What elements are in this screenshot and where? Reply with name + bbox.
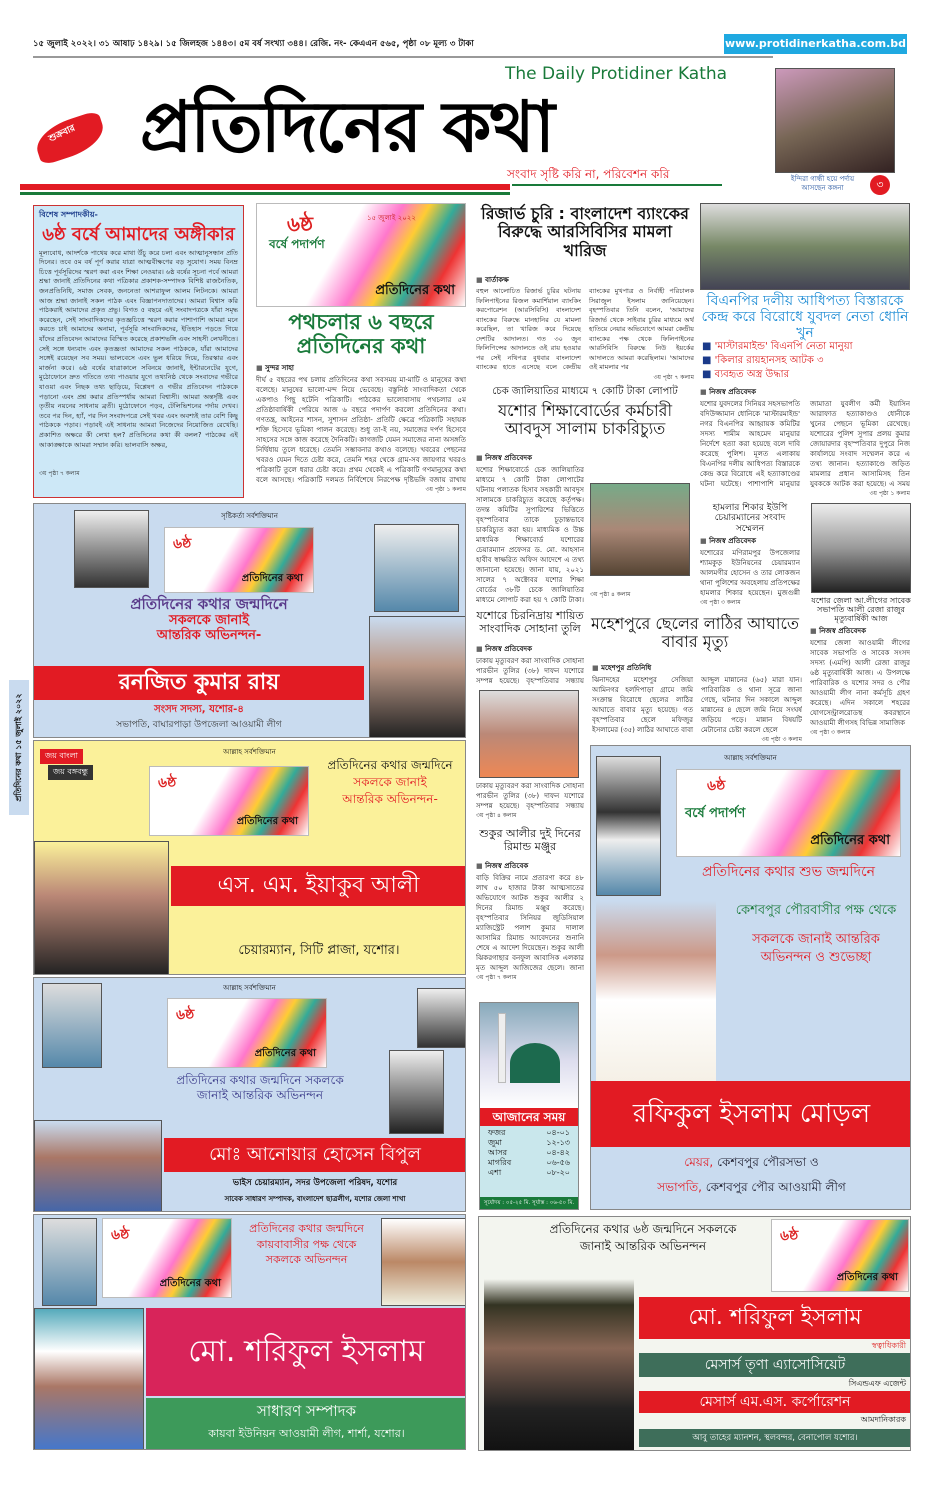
ad-line3: আন্তরিক অভিনন্দন- xyxy=(156,628,262,644)
azan-row xyxy=(488,1158,570,1168)
masthead-red-bar xyxy=(20,184,510,190)
story-board-continued[interactable]: ৩য় পৃষ্ঠা ৪ কলাম xyxy=(590,591,631,598)
anniversary-banner: ৬ষ্ঠ প্রতিদিনের কথা xyxy=(771,1219,909,1292)
story-bnp xyxy=(700,386,910,498)
ad-line1: প্রতিদিনের কথার জন্মদিনে xyxy=(249,1222,364,1235)
teaser-caption[interactable]: ইন্দিরা গান্ধী হয়ে পর্দায় আসছেন কঙ্গনা xyxy=(790,175,855,192)
leader-photo xyxy=(417,988,466,1048)
sun-times: সূর্যোদয় : ০৫-২৫ মি. সূর্যাস্ত : ০৬-৫০ মি. xyxy=(480,1197,578,1209)
ad-person-photo xyxy=(484,1279,634,1451)
headline-bullet xyxy=(702,354,912,368)
ad-line2: সকলকে জানাই xyxy=(353,774,427,789)
byline: ■ নিজস্ব প্রতিবেদক xyxy=(700,537,800,546)
ad-name: এস. এম. ইয়াকুব আলী xyxy=(171,866,466,906)
ad-biz2: মেসার্স এম.এস. কর্পোরেশন xyxy=(639,1391,911,1413)
anniversary-banner xyxy=(256,203,466,307)
story-body: বাড়ি বিক্রির নামে প্রতারণা করে ৪৮ লাখ ৫০ হাজার টাকা আত্মসাতের অভিযোগে আটক শুকুর আলীর ২ দিনের রিমান্ড মঞ্জুর করেছে। বৃহস্পতিবার সিনিয়র জুডিসিয়াল ম্যাজিস্ট্রেট পলাশ কুমার দালাল আসামির রিমান্ড আবেদনের শুনানি শেষে এ আদেশ দিয়েছেন। শুকুর আলী ঝিকরগাছার বনফুল আবাসিক এলকার মৃত আব্দুল আজিজের ছেলে। জানা xyxy=(476,874,584,972)
continued-link[interactable]: ৩য় পৃষ্ঠা ৭ কলাম xyxy=(653,374,694,381)
anniversary-banner: ৬ষ্ঠ প্রতিদিনের কথা xyxy=(164,527,314,593)
story-up-title[interactable]: হামলার শিকার ইউপি চেয়ারম্যানের সংবাদ সম্মেলন xyxy=(712,503,788,534)
azan-box xyxy=(479,1002,579,1210)
leader-photo xyxy=(389,1050,444,1134)
anniversary-number: ৬ষ্ঠ xyxy=(287,212,314,236)
headline-bullet xyxy=(702,340,912,354)
ad-role2 xyxy=(591,1181,911,1195)
ad-role2: সভাপতি, বাঘারপাড়া উপজেলা আওয়ামী লীগ xyxy=(116,720,282,730)
teaser-photo[interactable] xyxy=(775,68,895,173)
continued-link[interactable]: ৩য় পৃষ্ঠা ৩ কলাম xyxy=(700,599,741,606)
ad-line2: জানাই আন্তরিক অভিনন্দন xyxy=(196,1087,324,1102)
ad-person-photo xyxy=(369,616,466,738)
ad-name: রনজিত কুমার রায় xyxy=(34,666,364,700)
ad-line1: প্রতিদিনের কথার জন্মদিনে xyxy=(130,595,288,613)
ad-line1: প্রতিদিনের কথার জন্মদিনে সকলকে xyxy=(176,1073,344,1087)
bullet-text: 'কিলার রায়হানসহ আটক ৩ xyxy=(714,355,824,366)
ad-line2: সকলকে জানাই xyxy=(169,613,249,629)
story-board xyxy=(476,452,584,605)
story-body: যশোর জেলা আওয়ামী লীগের সাবেক সভাপতি ও সাবেক সংসদ সদস্য (এমপি) আলী রেজা রাজুর ৬ষ্ঠ মৃত্যুবার্ষিকী আজ। এ উপলক্ষে পারিবারিক ও যশোর সদর ও পৌর আওয়ামী লীগ নানা কর্মসূচি গ্রহণ করেছে। এদিন সকালে শহরের যোগসেন্ট্রালরোডস্থ কবরস্থানে আওয়ামী লীগসহ বিভিন্ন সামাজিক xyxy=(810,639,910,727)
story-up xyxy=(700,535,800,607)
header-rule xyxy=(33,56,773,58)
ad-line3: আন্তরিক অভিনন্দন- xyxy=(342,791,438,806)
story-6years xyxy=(256,362,466,494)
anniversary-date: ১৫ জুলাই ২০২২ xyxy=(367,214,416,222)
byline: ■ সুন্দর সাহা xyxy=(256,364,466,373)
editorial-title[interactable]: ৬ষ্ঠ বর্ষে আমাদের অঙ্গীকার xyxy=(42,224,235,245)
story-reserve-title[interactable]: রিজার্ভ চুরি : বাংলাদেশ ব্যাংকের বিরুদ্ধে আরসিবিসির মামলা খারিজ xyxy=(481,204,689,260)
story-sohana-title[interactable]: যশোরে চিরনিদ্রায় শায়িত সাংবাদিক সোহানা তুলি xyxy=(476,609,584,635)
azan-row xyxy=(488,1138,570,1148)
mosque-image xyxy=(480,1003,578,1108)
prayer-time: ০৬-৫৬ xyxy=(546,1158,570,1167)
story-body: ঝিনাদহের মহেশপুর সেজিয়া আমিনগর হলদিপাড়া গ্রামে জমি সংক্রান্ত বিরোধে ছেলের লাঠির আঘাতে বাবার মৃত্যু হয়েছে। গত বৃহস্পতিবার ছেলে মফিজুর ইসলামের (৩৫) লাঠির আঘাতে বাবা আব্দুল মান্নানের (৬৫) মারা যান। পারিবারিক ও থানা সূত্রে জানা গেছে, ঘটনার দিন সকালে আব্দুল মান্নানের ৪ ছেলে জমি নিয়ে সংঘর্ষ জড়িয়ে পড়ে। মান্নান বিষয়টি মেটানোর চেষ্টা করলে ছেলে xyxy=(592,676,802,734)
ad-message xyxy=(721,904,911,969)
continued-link[interactable]: ৩য় পৃষ্ঠা ১ কলাম xyxy=(869,490,910,497)
slogan-underline xyxy=(512,184,722,186)
editorial-body: মূল্যবোধ, আদর্শকে পাথেয় করে মাথা উঁচু করে চলা এবং আত্মানুসন্ধান প্রতি দিনের। তবে ৫ম বর্ষ পূর্ণ করার যাত্রা আত্মবীক্ষণের বড় সুযোগ। সময় বিনম্র চিত্তে পূর্বসূরিদের স্মরণ করা এবং শিক্ষা নেওয়ার। ৬ষ্ঠ বর্ষের সূচনা পর্বে আমরা শ্রদ্ধা জানাই প্রতিদিনের কথা পত্রিকার প্রকাশক-সম্পাদক বিশিষ্ট রাজনৈতিক, জনপ্রতিনিধি, সমাজ সেবক, জননেতা আশরাফুল আলম লিটনকে। আমরা আজ শ্রদ্ধা জানাই সকল পাঠক এবং বিজ্ঞাপনদাতাদের। আমরা বিশ্বাস করি পাঠকরাই আমাদের প্রকৃত প্রভু। বিগত ৫ বছরে এই সংবাদপত্রকে যাঁরা সমৃদ্ধ করেছেন, সেই সাংবাদিকদের কৃতজ্ঞচিত্তে স্মরণ করার পাশাপাশি আমরা মনে করতে চাই আমাদের অনামা, পূর্বসূরি সাংবাদিকদের, ইতিহাস পড়তে গিয়ে যাঁদের প্রতিবেদন আমাদের বিস্মিত করেছে প্রকাশভঙ্গি এবং সাহসী লেখনীতে। সেই সঙ্গে ধন্যবাদ এবং কৃতজ্ঞতা আমাদের সকল পাঠককে, যাঁরা আমাদের সঙ্গেই রয়েছেন সব সময়। ভালবেসে এবং ভুল ধরিয়ে দিয়ে, তিরস্কার এবং মার্জনা করে। ৬ষ্ঠ বর্ষের যাত্রাকালে সবিনয়ে জানাই, ইন্টারনেটের যুগে, মুঠোফোনে দ্রুত গতিতে তথ্য পাওয়ার যুগে তথ্যনিষ্ঠ থেকে সংবাদের গভীরে যাওয়া এবং নিছক তথ্য ছাড়িয়ে, বিশ্লেষণ ও গভীর প্রতিবেদন পাঠককে পড়ানো এবং প্রশ্ন করার প্রতিস্পর্ধায় আমরা বিশ্বাসী। আমরা অন্তর্দৃষ্টি এবং তৃতীয় নয়নের সাধনায় ব্রতী। মুঠোফোনে পড়ব, টেলিভিশনের পর্দায় দেখব। তবে পর দিন, হ্যাঁ, পর দিন সংবাদপত্রে সেই খবর এবং অবশ্যই তার বেশি কিছু পাঠককে পড়াব। পড়াবই এই সাধনায় আমরা নিজেদের নিয়োজিত রেখেছি। প্রকাশিত অক্ষরে কী লেখা হল? প্রতিদিনের কথা কী বলল? পাঠকের এই আকাঙ্ক্ষাকে আমরা সম্মান করি। ভালবাসি অক্ষর, xyxy=(39,248,238,449)
story-body: যশোরের মণিরামপুর উপজেলার শ্যামকুড় ইউনিয়নের চেয়ারম্যান আলমগীর হোসেন ও তার লোকজন থানা পুলিশের অবহেলায় প্রতিপক্ষের হামলার শিকার হয়েছেন। মুজগুন্নী xyxy=(700,549,800,597)
byline: ■ নিজস্ব প্রতিবেদক xyxy=(810,627,910,636)
continued-link[interactable]: ৩য় পৃষ্ঠা ৩ কলাম xyxy=(761,736,802,743)
continued-link[interactable]: ৩য় পৃষ্ঠা ৪ কলাম xyxy=(476,812,517,819)
bullet-text: 'মাস্টারমাইন্ড' বিএনপি নেতা মানুয়া xyxy=(714,341,853,352)
prayer-time: ০৪-৪২ xyxy=(546,1148,570,1157)
ad-role2: সাবেক সাধারণ সম্পাদক, বাংলাদেশ ছাত্রলীগ, যশোর জেলা শাখা xyxy=(224,1195,406,1203)
story-mahespur-title[interactable]: মহেশপুরে ছেলের লাঠির আঘাতে বাবার মৃত্যু xyxy=(591,614,799,652)
headline-bullet xyxy=(702,368,912,382)
azan-row xyxy=(488,1148,570,1158)
azan-times xyxy=(480,1126,578,1180)
azan-row xyxy=(488,1168,570,1178)
story-board-kicker: চেক জালিয়াতির মাধ্যমে ৭ কোটি টাকা লোপাট xyxy=(492,386,678,397)
story-bnp-title[interactable]: বিএনপির দলীয় আধিপত্য বিস্তারকে কেন্দ্র করে বিরোধে যুবদল নেতা ধোনি খুন xyxy=(701,293,909,342)
ad-name: রফিকুল ইসলাম মোড়ল xyxy=(591,1081,911,1147)
story-raju xyxy=(810,625,910,737)
story-raju-photo[interactable] xyxy=(811,503,911,593)
story-board-photo[interactable] xyxy=(590,483,690,576)
story-raju-title[interactable]: যশোর জেলা আ.লীগের সাবেক সভাপতি আলী রেজা রাজুর মৃত্যুবার্ষিকী আজ xyxy=(811,596,911,624)
masthead-green-bar xyxy=(20,192,510,195)
bullet-square-icon: ■ xyxy=(702,355,715,366)
website-link[interactable]: www.protidinerkatha.com.bd xyxy=(724,34,907,54)
prayer-name: ফজর xyxy=(488,1128,506,1137)
ad-label1: স্বত্বাধিকারী xyxy=(871,1341,906,1350)
ad-role-box xyxy=(146,1398,466,1450)
story-reserve xyxy=(476,274,694,382)
anniversary-text: বর্ষে পদার্পণ xyxy=(269,237,325,251)
story-sohana-photo[interactable] xyxy=(479,690,579,778)
ad-role2-title: সভাপতি, xyxy=(657,1180,702,1194)
continued-link[interactable]: ৩য় পৃষ্ঠা ৭ কলাম xyxy=(476,974,517,981)
ad-message xyxy=(234,1223,379,1270)
story-body-continued: ঢাকায় মৃত্যুবরণ করা সাংবাদিক সোহানা পারভীন তুলির (৩৮) দাফন যশোরে সম্পন্ন হয়েছে। বৃহস্পতিবার সন্ধ্যায় xyxy=(476,782,584,810)
bullet-text: ব্যবহৃত অস্ত্র উদ্ধার xyxy=(714,369,790,380)
dateline: ১৫ জুলাই ২০২২। ৩১ আষাঢ় ১৪২৯। ১৫ জিলহজ ১৪৪৩। ৫ম বর্ষ সংখ্যা ৩৪৪। রেজি. নং- কেএএন ৫৬৫, পৃষ্ঠা ০৮ মূল্য ৩ টাকা xyxy=(33,39,474,49)
day-label: শুক্রবার xyxy=(47,123,77,145)
ad-line4: অভিনন্দন ও শুভেচ্ছা xyxy=(760,949,872,965)
ad-person-photo xyxy=(34,1308,144,1450)
ad-message xyxy=(314,759,466,809)
ad-biz1: মেসার্স তৃণা এ্যাসোসিয়েট xyxy=(639,1353,911,1377)
editorial-continued[interactable]: ৩য় পৃষ্ঠা ৭ কলাম xyxy=(39,469,80,477)
bullet-square-icon: ■ xyxy=(702,369,715,380)
byline: ■ নিজস্ব প্রতিবেদক xyxy=(476,454,584,463)
ad-top-line: আল্লাহ সর্বশক্তিমান xyxy=(724,754,777,762)
ad-top-line: আল্লাহ সর্বশক্তিমান xyxy=(223,748,276,756)
prayer-name: মাগরিব xyxy=(488,1158,512,1167)
leader-photo xyxy=(42,983,102,1068)
ad-role1-org: কেশবপুর পৌরসভা ও xyxy=(717,1155,819,1169)
ad-yakub[interactable] xyxy=(33,740,466,975)
ad-address: আবু তাহের ম্যানশন, স্থলবন্দর, বেনাপোল যশোর। xyxy=(639,1429,911,1447)
minaret-icon xyxy=(498,1013,506,1083)
editorial-box xyxy=(33,205,244,498)
ad-person-photo xyxy=(596,901,716,1081)
ad-line2: কেশবপুর পৌরবাসীর পক্ষ থেকে xyxy=(735,903,897,918)
story-body: বহুল আলোচিত রিজার্ভ চুরির ঘটনায় ফিলিপাইনের রিজল কমার্শিয়াল ব্যাংকিং করপোরেশন (আরসিবিসি) বাংলাদেশ ব্যাংকের বিরুদ্ধে মানহানির যে মামলা করেছিল, তা খারিজ করে দিয়েছে দেশটির আদালত। গত ৩০ জুন ফিলিপিন্সের আদালতে ওই রায় হওয়ার পর সেই নথিপত্র বুধবার বাংলাদেশ ব্যাংকের হাতে এসেছে বলে কেন্দ্রীয় ব্যাংকের মুখপাত্র ও নির্বাহী পরিচালক সিরাজুল ইসলাম জানিয়েছেন। বৃহস্পতিবার তিনি বলেন, 'আমাদের রিজার্ভ থেকে সাইবার চুরির মাধ্যমে অর্থ হাতিয়ে নেয়ার অভিযোগে আমরা কেন্দ্রীয় ব্যাংকের পক্ষ থেকে ফিলিপাইনের আরসিবিসি বিরুদ্ধে নিউ ইয়র্কের আদালতে আমরা করেছিলাম। 'আমাদের ওই মামলার পর xyxy=(476,287,694,371)
ad-line1: প্রতিদিনের কথার ৬ষ্ঠ জন্মদিনে সকলকে xyxy=(549,1222,737,1236)
byline: ■ নিজস্ব প্রতিবেক xyxy=(476,862,584,871)
ad-rafiqul[interactable] xyxy=(590,745,911,1210)
story-shukur-title[interactable]: শুকুর আলীর দুই দিনের রিমান্ড মঞ্জুর xyxy=(479,827,581,853)
ad-role: চেয়ারম্যান, সিটি প্লাজা, যশোর। xyxy=(238,943,400,958)
prayer-name: আসর xyxy=(488,1148,508,1157)
ad-role1 xyxy=(591,1156,911,1170)
story-body: ঢাকায় মৃত্যুবরণ করা সাংবাদিক সোহানা পারভীন তুলির (৩৮) দাফন যশোরে সম্পন্ন হয়েছে। বৃহস্পতিবার সন্ধ্যায় xyxy=(476,657,584,685)
anniversary-banner: ৬ষ্ঠ প্রতিদিনের কথা xyxy=(102,1218,232,1298)
story-bnp-photo[interactable] xyxy=(700,203,910,290)
byline: ■ নিজস্ব প্রতিবেদক xyxy=(700,388,910,397)
ad-role1: সংসদ সদস্য, যশোর-৪ xyxy=(154,704,244,715)
byline: ■ বার্তাকক্ষ xyxy=(476,276,694,285)
prayer-time: ০৪-০১ xyxy=(546,1128,570,1137)
masthead-logo: প্রতিদিনের কথা xyxy=(140,86,553,168)
ad-line3: সকলকে অভিনন্দন xyxy=(265,1253,348,1267)
story-body: দীর্ঘ ৫ বছরের পথ চলায় প্রতিদিনের কথা সবসময় মা-মাটি ও মানুষের কথা বলেছে। মানুষের ভালো-মন্দ নিয়ে ভেবেছে। বস্তুনিষ্ঠ সাংবাদিকতা থেকে একপাও পিছু হটেনি পত্রিকাটি। পাঠকের ভালোবাসায় পথচলার ৫ম প্রতিষ্ঠাবার্ষিকী পেরিয়ে আজ ৬ বছরে পদার্পণ করলো প্রতিদিনের কথা। গণতন্ত্র, আইনের শাসন, সুশাসন প্রতিষ্ঠা- প্রতিটি ক্ষেত্রে পত্রিকাটি সহায়ক শক্তি হিসেবে ভূমিকা পালন করেছে। শুধু তা-ই নয়, সমাজের দর্পণ হিসেবে সাহসের সঙ্গে কাজ করেছে দৈনিকটি। কাগজটি যেমন সমাজের নানা অসঙ্গতি নির্দ্বিধায় তুলে ধরেছে। তেমনি সম্ভাবনার কথাও বলেছে। খবরের পেছনের খবরও যেমন দিতে চেষ্টা করে, তেমনি শহর থেকে গ্রাম-সব জায়গার খবরও পত্রিকাটি তুলে ধরার চেষ্টা করে। প্রথম থেকেই এ পত্রিকাটি গণমানুষের কথা বলে আসছে। পত্রিকাটি দলমত নির্বিশেষে নিরপেক্ষ দৃষ্টিভঙ্গি বজায় রাখায় xyxy=(256,376,466,484)
story-bnp-bullets xyxy=(702,340,912,382)
leader-photo xyxy=(74,510,149,588)
ad-line1: প্রতিদিনের কথার শুভ জন্মদিনে xyxy=(702,864,875,880)
story-board-title[interactable]: যশোর শিক্ষাবোর্ডের কর্মচারী আবদুস সালাম চাকরিচ্যুত xyxy=(497,401,673,439)
ad-name: মোঃ আনোয়ার হোসেন বিপুল xyxy=(164,1138,466,1172)
ad-label2: সিএন্ডএফ এজেন্ট xyxy=(848,1379,906,1388)
ad-name: মো. শরিফুল ইসলাম xyxy=(639,1297,911,1339)
ad-person-photo xyxy=(34,841,169,975)
continued-link[interactable]: ৩য় পৃষ্ঠা ৩ কলাম xyxy=(810,729,851,736)
anniversary-banner: ৬ষ্ঠ প্রতিদিনের কথা xyxy=(167,998,327,1068)
ad-person-photo xyxy=(381,1218,466,1306)
anniversary-banner: ৬ষ্ঠ বর্ষে পদার্পণ প্রতিদিনের কথা xyxy=(676,769,901,857)
ad-top-line: সৃষ্টিকর্তা সর্বশক্তিমান xyxy=(221,512,278,520)
bullet-square-icon: ■ xyxy=(702,341,715,352)
ad-anwar[interactable] xyxy=(33,977,466,1212)
story-sohana-cont xyxy=(476,781,584,820)
ad-role2: কায়বা ইউনিয়ন আওয়ামী লীগ, শার্শা, যশোর। xyxy=(208,1427,405,1440)
byline: ■ নিজস্ব প্রতিবেদক xyxy=(476,645,584,654)
prayer-name: জুমা xyxy=(488,1138,502,1147)
story-shukur xyxy=(476,860,584,982)
ad-shariful-kayba[interactable] xyxy=(33,1214,466,1450)
ad-message xyxy=(54,596,364,644)
byline: ■ মহেশপুর প্রতিনিধি xyxy=(592,664,802,673)
ad-role1-title: মেয়র, xyxy=(684,1155,714,1169)
ad-line1: প্রতিদিনের কথার জন্মদিনে xyxy=(327,758,453,772)
ad-line3: সকলকে জানাই আন্তরিক xyxy=(752,931,880,947)
tag-joy-bangla: জয় বাংলা xyxy=(40,749,83,764)
ad-role2-org: কেশবপুর পৌর আওয়ামী লীগ xyxy=(705,1180,846,1194)
story-6years-title[interactable]: পথচলার ৬ বছরে প্রতিদিনের কথা xyxy=(288,310,434,359)
story-mahespur xyxy=(592,662,802,744)
anniversary-banner: ৬ষ্ঠ প্রতিদিনের কথা xyxy=(149,766,309,836)
ad-person-photo xyxy=(34,1120,162,1212)
dome-icon xyxy=(510,1043,560,1083)
ad-ranjit[interactable] xyxy=(33,503,466,738)
continued-link[interactable]: ৩য় পৃষ্ঠা ১ কলাম xyxy=(425,486,466,493)
ad-role1: ভাইস চেয়ারম্যান, সদর উপজেলা পরিষদ, যশোর xyxy=(232,1178,398,1188)
ad-label3: আমদানিকারক xyxy=(860,1415,906,1424)
azan-title: আজানের সময় xyxy=(480,1108,578,1126)
leader-photo xyxy=(42,1218,97,1306)
side-label: প্রতিদিনের কথা ১৫ জুলাই ২০২২ xyxy=(9,680,29,815)
slogan: সংবাদ সৃষ্টি করি না, পরিবেশন করি xyxy=(507,167,670,181)
ad-line2: কায়বাবাসীর পক্ষ থেকে xyxy=(256,1237,357,1251)
ad-message xyxy=(519,1223,767,1257)
prayer-time: ১২-১৩ xyxy=(546,1138,570,1147)
story-body: যশোর যুবদলের সিনিয়র সহসভাপতি বদিউজ্জামান ধোনিকে 'মাস্টারমাইন্ড' নগর বিএনপির আহ্বায়ক কমিটির সদস্য শামীম আহমেদ মানুয়ার নির্দেশে হত্যা করা হয়েছে বলে দাবি করেছে পুলিশ। মূলত এলাকায় বিএনপির দলীয় আধিপত্য বিস্তারকে কেন্দ্র করে বিরোধে এই হত্যাকাণ্ডের ঘটনা ঘটেছে। পাশাপাশি মানুয়ার জামাতা যুবলীগ কর্মী ইয়াসিন আরাফাত হত্যাকাণ্ডও ধোনীকে খুনের পেছনে ভূমিকা রেখেছে। যশোরের পুলিশ সুপার প্রলয় কুমার জোয়ারদার বৃহস্পতিবার দুপুরে নিজ কার্যালয়ে সংবাদ সম্মেলন করে এ তথ্য জানান। হত্যাকাণ্ডে জড়িত মামলার প্রধান আসামিসহ তিন যুবককে আটক করা হয়েছে। এ সময় xyxy=(700,400,910,488)
leader-photo xyxy=(374,524,459,612)
story-sohana xyxy=(476,643,584,686)
tag-joy-bangabandhu: জয় বঙ্গবন্ধু xyxy=(48,765,93,780)
ad-shariful-benapole[interactable] xyxy=(478,1216,911,1451)
ad-role1: সাধারণ সম্পাদক xyxy=(256,1402,357,1420)
english-name: The Daily Protidiner Katha xyxy=(505,64,728,84)
ad-name: মো. শরিফুল ইসলাম xyxy=(146,1308,466,1396)
ad-message xyxy=(134,1074,386,1103)
teaser-page-badge: ৩ xyxy=(870,175,890,195)
story-body: যশোর শিক্ষাবোর্ডে চেক জালিয়াতির মাধ্যমে ৭ কোটি টাকা লোপাটের ঘটনায় পলাতক হিসাব সহকারী আবদুস সালামকে চাকরিচ্যুত করেছে কর্তৃপক্ষ। তদন্ত কমিটির সুপারিশের ভিত্তিতে বৃহস্পতিবার তাকে চূড়ান্তভাবে চাকরিচ্যুত করা হয়। মাধ্যমিক ও উচ্চ মাধ্যমিক শিক্ষাবোর্ড যশোরের চেয়ারম্যান প্রফেসর ড. মো. আহসান হাবীব স্বাক্ষরিত অফিস আদেশে এ তথ্য জানানো হয়েছে। জানা যায়, ২০২১ সালের ৭ অক্টোবর যশোর শিক্ষা বোর্ডের ৩৮টি চেকে জালিয়াতির মাধ্যমে লোপাট করা হয় ৭ কোটি টাকা। xyxy=(476,466,584,604)
prayer-name: এশা xyxy=(488,1168,502,1177)
editorial-kicker: বিশেষ সম্পাদকীয়- xyxy=(39,210,98,219)
leader-photo xyxy=(596,756,661,896)
ad-top-line: আল্লাহ সর্বশক্তিমান xyxy=(223,984,276,992)
prayer-time: ০৮-২০ xyxy=(546,1168,570,1177)
azan-row xyxy=(488,1128,570,1138)
ad-line2: জানাই আন্তরিক অভিনন্দন xyxy=(579,1238,707,1253)
anniversary-logo: প্রতিদিনের কথা xyxy=(375,283,455,298)
